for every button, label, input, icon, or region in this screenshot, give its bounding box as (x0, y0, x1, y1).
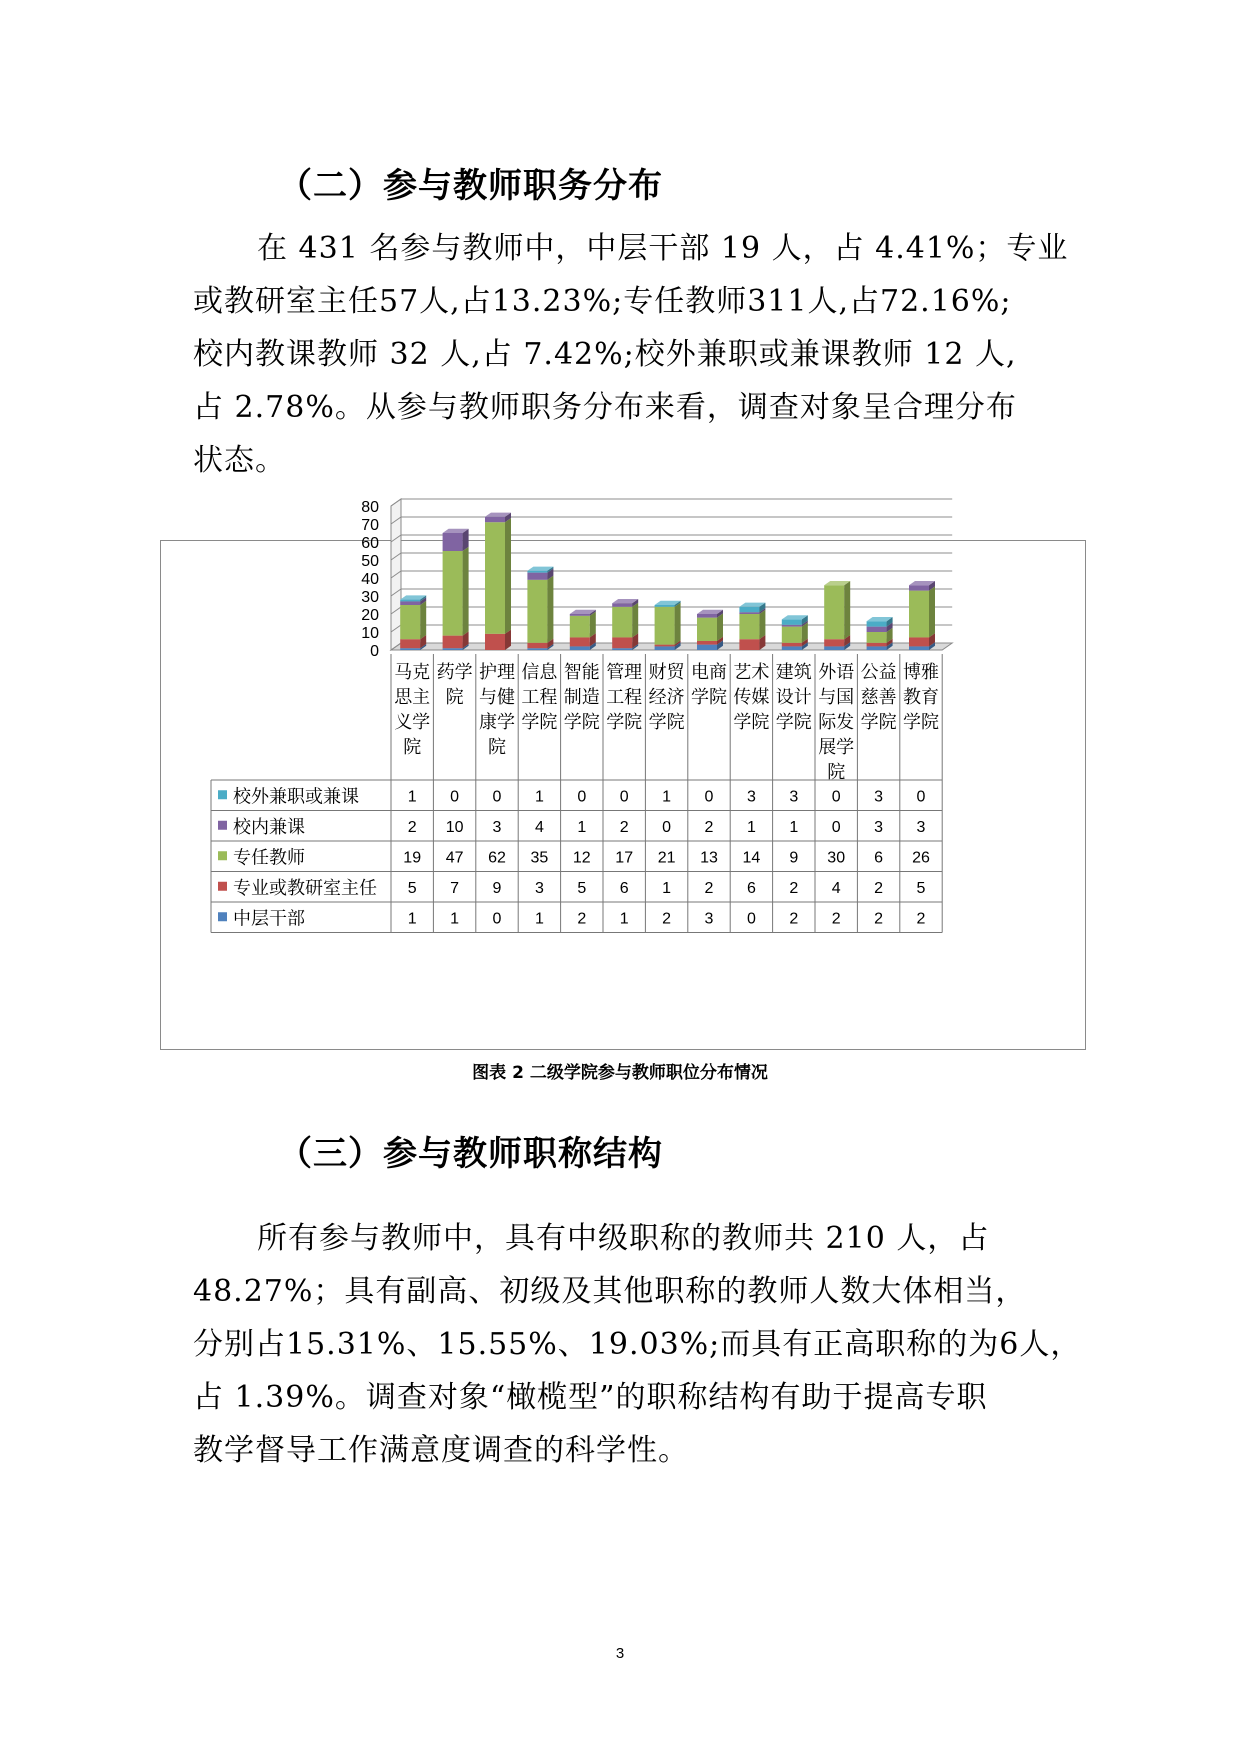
bar-front (867, 646, 887, 650)
y-tick-label: 10 (361, 625, 379, 642)
bar-front (485, 517, 505, 522)
table-cell-value: 21 (657, 849, 676, 867)
table-cell-value: 3 (746, 788, 756, 806)
bar-front (697, 614, 717, 618)
table-cell-value: 19 (403, 849, 422, 867)
bar-segment (655, 603, 681, 645)
table-cell-value: 1 (619, 910, 629, 928)
bar-side (590, 612, 596, 638)
table-cell-value: 0 (577, 788, 587, 806)
category-label: 学院 (775, 712, 812, 733)
table-cell-value: 3 (874, 788, 884, 806)
bar-front (400, 601, 420, 605)
table-cell-value: 1 (534, 910, 544, 928)
paragraph-line: 占 2.78%。从参与教师职务分布来看，调查对象呈合理分布 (193, 390, 1017, 425)
table-cell-value: 6 (619, 879, 629, 897)
category-label: 学院 (860, 712, 897, 733)
table-cell-value: 12 (572, 849, 591, 867)
paragraph-line: 48.27%；具有副高、初级及其他职称的教师人数大体相当， (193, 1274, 1027, 1309)
bar-front (739, 612, 759, 614)
table-cell-value: 7 (450, 879, 460, 897)
table-cell-value: 3 (492, 818, 502, 836)
bar-front (443, 551, 463, 636)
table-cell-value: 0 (662, 818, 672, 836)
table-cell-value: 0 (916, 788, 926, 806)
category-label: 公益 (860, 662, 897, 683)
bar-front (527, 580, 547, 643)
table-cell-value: 2 (704, 818, 714, 836)
chart-caption: 图表 2 二级学院参与教师职位分布情况 (472, 1063, 768, 1083)
category-label: 传媒 (733, 687, 770, 708)
bar-segment (485, 518, 511, 634)
table-cell-value: 1 (450, 910, 460, 928)
paragraph-line: 或教研室主任57人,占13.23%;专任教师311人,占72.16%; (193, 284, 1012, 319)
bar-segment (909, 586, 935, 637)
table-cell-value: 4 (534, 818, 544, 836)
bar-front (697, 641, 717, 645)
category-label: 马克 (394, 662, 431, 683)
table-cell-value: 5 (916, 879, 926, 897)
category-label: 学院 (733, 712, 770, 733)
bar-front (527, 571, 547, 573)
bar-front (739, 614, 759, 639)
bar-front (400, 639, 420, 648)
bar-side (420, 601, 426, 639)
bar-front (909, 646, 929, 650)
category-label: 教育 (903, 687, 939, 708)
category-label: 制造 (563, 687, 600, 708)
category-label: 学院 (648, 712, 685, 733)
bar-front (400, 648, 420, 650)
table-cell-value: 2 (874, 910, 884, 928)
table-cell-value: 6 (746, 879, 756, 897)
bar-front (570, 637, 590, 646)
legend-label: 专任教师 (233, 847, 305, 869)
bar-front (867, 643, 887, 647)
bar-front (782, 646, 802, 650)
category-label: 财贸 (648, 662, 685, 683)
bar-front (909, 585, 929, 590)
legend-key (218, 851, 227, 860)
gridline (391, 535, 952, 542)
bar-front (570, 616, 590, 638)
table-cell-value: 14 (742, 849, 761, 867)
bar-front (782, 625, 802, 627)
category-label: 电商 (691, 662, 727, 683)
table-cell-value: 30 (827, 849, 846, 867)
bar-side (717, 613, 723, 641)
table-cell-value: 0 (831, 788, 841, 806)
table-cell-value: 1 (407, 788, 417, 806)
y-tick-label: 70 (361, 517, 379, 534)
bar-front (824, 585, 844, 639)
legend-key (218, 912, 227, 921)
bar-front (527, 573, 547, 580)
table-cell-value: 2 (831, 910, 841, 928)
table-cell-value: 2 (874, 879, 884, 897)
category-label: 展学 (818, 737, 855, 758)
table-cell-value: 6 (874, 849, 884, 867)
gridline (391, 589, 952, 596)
stacked-bar-chart (161, 499, 1085, 1049)
category-label: 护理 (479, 662, 515, 683)
bar-front (782, 619, 802, 624)
bar-front (570, 614, 590, 616)
bar-front (612, 648, 632, 650)
category-label: 院 (827, 762, 846, 783)
bar-front (697, 618, 717, 641)
bar-front (443, 648, 463, 650)
category-label: 药学 (436, 662, 473, 683)
table-cell-value: 0 (450, 788, 460, 806)
category-label: 院 (403, 737, 422, 758)
table-cell-value: 3 (534, 879, 544, 897)
table-cell-value: 3 (874, 818, 884, 836)
legend-label: 专业或教研室主任 (233, 877, 377, 899)
category-label: 院 (488, 737, 506, 758)
gridline (391, 517, 952, 524)
bar-front (612, 607, 632, 638)
table-cell-value: 0 (492, 788, 502, 806)
category-label: 义学 (394, 712, 431, 733)
stacked-bar-chart-frame (160, 499, 1086, 1050)
bar-segment (527, 576, 553, 643)
paragraph-line: 状态。 (193, 443, 286, 478)
category-label: 慈善 (860, 687, 897, 708)
bar-front (400, 600, 420, 602)
paragraph-line: 分别占15.31%、15.55%、19.03%;而具有正高职称的为6人， (193, 1327, 1082, 1362)
legend-key (218, 790, 227, 799)
bar-side (759, 610, 765, 639)
bar-front (697, 645, 717, 650)
bar-front (824, 639, 844, 646)
table-cell-value: 2 (662, 910, 672, 928)
table-cell-value: 1 (407, 910, 417, 928)
category-label: 经济 (648, 687, 685, 708)
category-label: 外语 (818, 662, 855, 683)
table-cell-value: 1 (662, 879, 672, 897)
bar-front (570, 646, 590, 650)
table-cell-value: 0 (831, 818, 841, 836)
legend-label: 中层干部 (233, 908, 305, 930)
bar-front (867, 632, 887, 643)
table-cell-value: 0 (492, 910, 502, 928)
bar-front (739, 607, 759, 612)
table-cell-value: 0 (704, 788, 714, 806)
bar-segment (443, 547, 469, 636)
table-cell-value: 10 (445, 818, 464, 836)
bar-front (867, 627, 887, 632)
paragraph-line: 占 1.39%。调查对象“橄榄型”的职称结构有助于提高专职 (193, 1380, 988, 1415)
bar-front (612, 637, 632, 648)
bar-front (527, 648, 547, 650)
paragraph-title-structure (193, 1212, 1082, 1477)
table-cell-value: 3 (704, 910, 714, 928)
bar-front (443, 533, 463, 551)
bar-segment (400, 601, 426, 639)
category-label: 院 (445, 687, 464, 708)
category-label: 设计 (775, 687, 812, 708)
legend-label: 校内兼课 (233, 816, 305, 838)
y-tick-label: 20 (361, 607, 379, 624)
table-cell-value: 5 (577, 879, 587, 897)
table-cell-value: 2 (577, 910, 587, 928)
table-cell-value: 0 (619, 788, 629, 806)
category-label: 与健 (479, 687, 515, 708)
category-label: 学院 (691, 687, 727, 708)
bar-side (505, 518, 511, 634)
table-cell-value: 3 (916, 818, 926, 836)
category-label: 学院 (903, 712, 939, 733)
table-cell-value: 3 (789, 788, 799, 806)
table-cell-value: 26 (912, 849, 930, 867)
table-cell-value: 2 (619, 818, 629, 836)
bar-side (547, 576, 553, 643)
paragraph-line: 在 431 名参与教师中，中层干部 19 人，占 4.41%；专业 (257, 231, 1069, 266)
category-label: 信息 (521, 662, 558, 683)
bar-segment (824, 581, 850, 639)
section-title-title-structure: （三）参与教师职称结构 (278, 1134, 663, 1174)
y-tick-label: 30 (361, 589, 379, 606)
bar-front (485, 634, 505, 650)
category-label: 学院 (606, 712, 643, 733)
bar-side (632, 603, 638, 638)
table-cell-value: 35 (530, 849, 549, 867)
table-cell-value: 9 (492, 879, 502, 897)
paragraph-line: 所有参与教师中，具有中级职称的教师共 210 人，占 (257, 1221, 990, 1256)
bar-side (675, 603, 681, 645)
bar-front (655, 646, 675, 650)
table-cell-value: 2 (407, 818, 417, 836)
paragraph-line: 校内教课教师 32 人,占 7.42%;校外兼职或兼课教师 12 人, (193, 337, 1017, 372)
category-label: 博雅 (903, 662, 939, 683)
legend-label: 校外兼职或兼课 (233, 786, 359, 808)
y-tick-label: 40 (361, 571, 379, 588)
table-cell-value: 5 (407, 879, 417, 897)
bar-front (867, 621, 887, 626)
bar-front (655, 645, 675, 647)
category-label: 艺术 (733, 662, 770, 683)
table-cell-value: 47 (445, 849, 464, 867)
bar-segment (612, 603, 638, 638)
table-cell-value: 1 (534, 788, 544, 806)
table-cell-value: 1 (746, 818, 756, 836)
category-label: 智能 (563, 662, 600, 683)
section-title-duty-distribution: （二）参与教师职务分布 (278, 166, 663, 206)
y-tick-label: 60 (361, 535, 379, 552)
table-cell-value: 9 (789, 849, 799, 867)
category-label: 管理 (606, 662, 643, 683)
table-cell-value: 17 (615, 849, 634, 867)
table-cell-value: 1 (662, 788, 672, 806)
paragraph-duty-distribution (193, 222, 1069, 487)
table-cell-value: 2 (704, 879, 714, 897)
table-cell-value: 62 (488, 849, 506, 867)
bar-front (612, 603, 632, 607)
table-cell-value: 2 (916, 910, 926, 928)
bar-side (463, 547, 469, 636)
legend-key (218, 821, 227, 830)
table-cell-value: 2 (789, 910, 799, 928)
bar-front (485, 522, 505, 634)
bar-front (782, 643, 802, 647)
bar-segment (443, 529, 469, 551)
category-label: 建筑 (775, 662, 812, 683)
category-label: 工程 (521, 687, 558, 708)
category-label: 际发 (818, 712, 855, 733)
legend-key (218, 882, 227, 891)
bar-front (400, 605, 420, 639)
category-label: 与国 (818, 687, 855, 708)
paragraph-line: 教学督导工作满意度调查的科学性。 (193, 1433, 689, 1468)
category-label: 工程 (606, 687, 643, 708)
category-label: 学院 (521, 712, 558, 733)
bar-front (739, 639, 759, 650)
gridline (391, 571, 952, 578)
page-number: 3 (615, 1645, 625, 1662)
bar-segment (739, 610, 765, 639)
gridline (391, 499, 952, 506)
bar-front (527, 643, 547, 648)
bar-side (844, 581, 850, 639)
category-label: 学院 (563, 712, 600, 733)
table-cell-value: 0 (746, 910, 756, 928)
table-cell-value: 1 (789, 818, 799, 836)
bar-front (824, 646, 844, 650)
bar-side (929, 586, 935, 637)
bar-front (655, 605, 675, 607)
table-cell-value: 4 (831, 879, 841, 897)
table-cell-value: 1 (577, 818, 587, 836)
table-cell-value: 2 (789, 879, 799, 897)
y-tick-label: 80 (361, 499, 379, 516)
table-cell-value: 13 (700, 849, 718, 867)
bar-front (909, 637, 929, 646)
gridline (391, 553, 952, 560)
category-label: 思主 (394, 687, 431, 708)
bar-front (782, 627, 802, 643)
y-tick-label: 50 (361, 553, 379, 570)
category-label: 康学 (479, 712, 515, 733)
bar-front (443, 636, 463, 649)
bar-front (909, 591, 929, 638)
y-tick-label: 0 (370, 643, 379, 660)
bar-front (655, 607, 675, 645)
